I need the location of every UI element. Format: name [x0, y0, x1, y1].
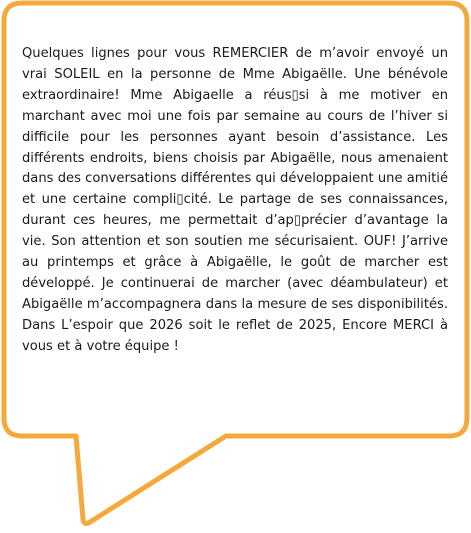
testimonial-text: Quelques lignes pour vous REMERCIER de m’avoir envoyé un vrai SOLEIL en la personne de Mme Abigaëlle. Une bénévole extraordinaire! Mme Abigaelle a réus▯si à me motiver en marchant avec moi une fois par semaine au cours de l’hiver si difficile pour les personnes ayant besoin d’assistance. Les différents endroits, biens choisis par Abigaëlle, nous amenaient dans des conversations différentes qui développaient une amitié et une certaine compli▯cité. Le partage de ses connaissances, durant ces heures, me permettait d’ap▯précier d’avantage la vie. Son attention et son soutien me sécurisaient. OUF! J’arrive au printemps et grâce à Abigaëlle, le goût de marcher est développé. Je continuerai de marcher (avec déambulateur) et Abigaëlle m’accompagnera dans la mesure de ses disponibilités. Dans L’espoir que 2026 soit le reflet de 2025, Encore MERCI à vous et à votre équipe !	[22, 46, 448, 354]
